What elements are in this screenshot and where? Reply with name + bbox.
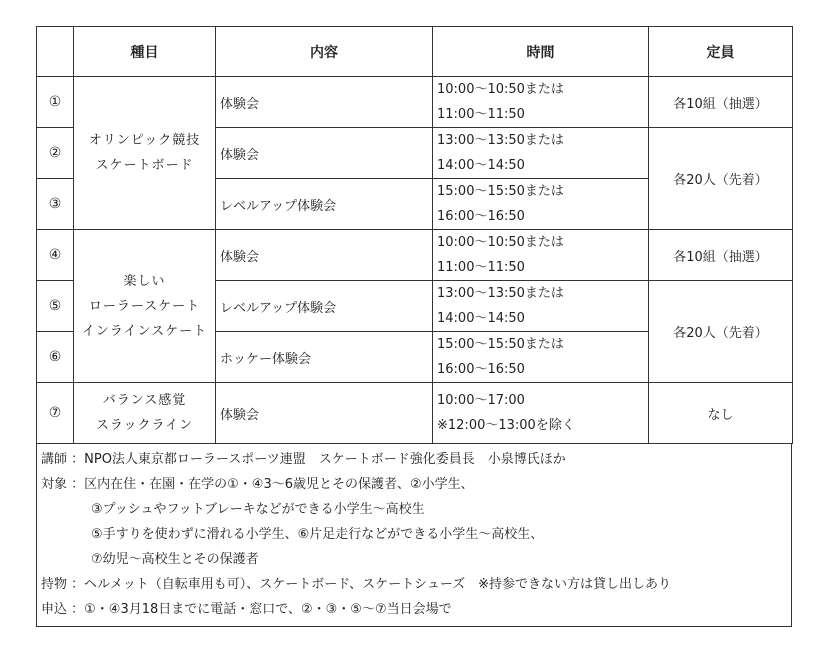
time-cell bbox=[433, 179, 649, 230]
capacity-cell: 各10組（抽選） bbox=[649, 230, 793, 281]
time-line: 10:00～10:50または bbox=[437, 235, 564, 250]
capacity-cell: 各10組（抽選） bbox=[649, 77, 793, 128]
row-number: ③ bbox=[37, 179, 74, 230]
content-cell: レベルアップ体験会 bbox=[216, 281, 433, 332]
row-number: ① bbox=[37, 77, 74, 128]
category-cell bbox=[74, 77, 216, 230]
time-cell bbox=[433, 77, 649, 128]
content-cell: ホッケー体験会 bbox=[216, 332, 433, 383]
header-row bbox=[37, 27, 793, 77]
header-num bbox=[37, 27, 74, 77]
time-line: 10:00～10:50または bbox=[437, 82, 564, 97]
time-line: 15:00～15:50または bbox=[437, 337, 564, 352]
notes-section bbox=[36, 444, 792, 627]
category-line: オリンピック競技 bbox=[88, 133, 201, 148]
time-line: ※12:00～13:00を除く bbox=[437, 418, 575, 433]
capacity-cell: なし bbox=[649, 383, 793, 444]
time-cell bbox=[433, 383, 649, 444]
row-number: ④ bbox=[37, 230, 74, 281]
content-cell: レベルアップ体験会 bbox=[216, 179, 433, 230]
note-target-line: ⑦幼児～高校生とその保護者 bbox=[91, 552, 259, 567]
note-target-line: ③プッシュやフットブレーキなどができる小学生～高校生 bbox=[91, 502, 425, 517]
note-target: 対象 ：区内在住・在園・在学の①・④3～6歳児とその保護者、②小学生、 bbox=[41, 477, 474, 492]
content-cell: 体験会 bbox=[216, 383, 433, 444]
header-category: 種目 bbox=[74, 27, 216, 77]
category-line: スケートボード bbox=[95, 158, 194, 173]
time-line: 13:00～13:50または bbox=[437, 133, 564, 148]
category-cell bbox=[74, 383, 216, 444]
time-line: 10:00～17:00 bbox=[437, 393, 525, 408]
time-cell bbox=[433, 332, 649, 383]
header-time: 時間 bbox=[433, 27, 649, 77]
time-line: 11:00～11:50 bbox=[437, 260, 525, 275]
note-belongings: 持物 ：ヘルメット（自転車用も可）、スケートボード、スケートシューズ ※持参できない方は貸し出しあり bbox=[41, 577, 672, 592]
time-line: 14:00～14:50 bbox=[437, 311, 525, 326]
category-line: スラックライン bbox=[95, 418, 194, 433]
category-line: インラインスケート bbox=[81, 323, 208, 339]
time-line: 13:00～13:50または bbox=[437, 286, 564, 301]
note-instructor: 講師 ：NPO法人東京都ローラースポーツ連盟 スケートボード強化委員長 小泉博氏ほか bbox=[41, 452, 566, 467]
time-cell bbox=[433, 281, 649, 332]
time-line: 16:00～16:50 bbox=[437, 362, 525, 377]
note-target-line: ⑤手すりを使わずに滑れる小学生、⑥片足走行などができる小学生～高校生、 bbox=[91, 527, 544, 542]
category-cell bbox=[74, 230, 216, 383]
category-line: 楽しい bbox=[123, 273, 166, 289]
schedule-table bbox=[36, 26, 793, 444]
time-line: 16:00～16:50 bbox=[437, 209, 525, 224]
row-number: ⑥ bbox=[37, 332, 74, 383]
time-cell bbox=[433, 128, 649, 179]
time-line: 14:00～14:50 bbox=[437, 158, 525, 173]
category-line: バランス感覚 bbox=[102, 393, 187, 408]
table-row bbox=[37, 77, 793, 128]
category-line: ローラースケート bbox=[88, 298, 201, 314]
content-cell: 体験会 bbox=[216, 128, 433, 179]
capacity-cell: 各20人（先着） bbox=[649, 128, 793, 230]
time-cell bbox=[433, 230, 649, 281]
content-cell: 体験会 bbox=[216, 230, 433, 281]
capacity-cell: 各20人（先着） bbox=[649, 281, 793, 383]
header-capacity: 定員 bbox=[649, 27, 793, 77]
content-cell: 体験会 bbox=[216, 77, 433, 128]
row-number: ⑤ bbox=[37, 281, 74, 332]
time-line: 11:00～11:50 bbox=[437, 107, 525, 122]
row-number: ② bbox=[37, 128, 74, 179]
table-row bbox=[37, 230, 793, 281]
table-row bbox=[37, 383, 793, 444]
event-schedule-document bbox=[36, 26, 792, 627]
time-line: 15:00～15:50または bbox=[437, 184, 564, 199]
row-number: ⑦ bbox=[37, 383, 74, 444]
note-apply: 申込 ：①・④3月18日までに電話・窓口で、②・③・⑤～⑦当日会場で bbox=[41, 602, 452, 617]
header-content: 内容 bbox=[216, 27, 433, 77]
